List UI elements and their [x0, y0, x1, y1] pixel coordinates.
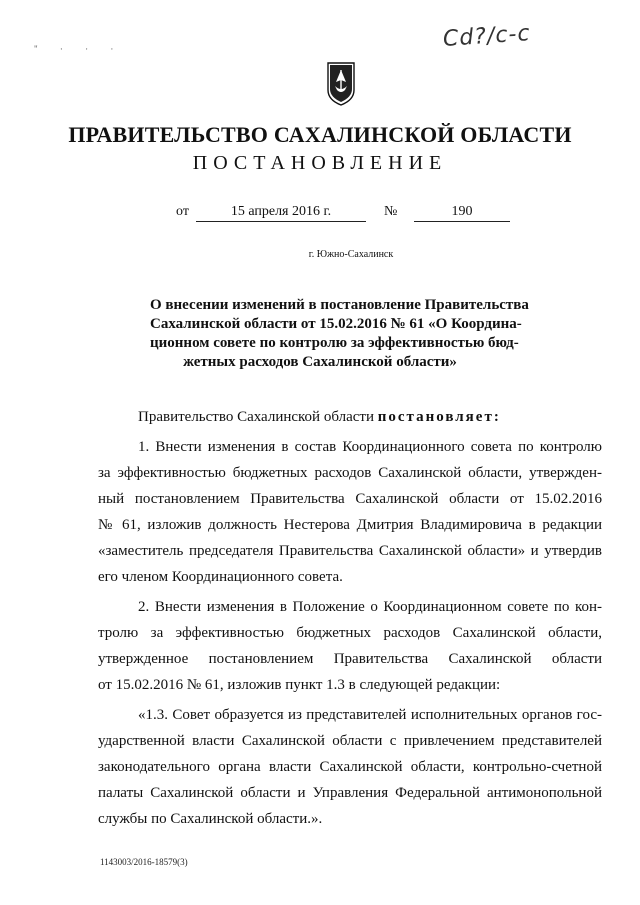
intro-text: Правительство Сахалинской области	[138, 409, 378, 425]
body-line: законодательного органа власти Сахалинской области, контрольно-счетной	[98, 759, 602, 775]
subject-line: жетных расходов Сахалинской области»	[183, 354, 457, 370]
organization-title: ПРАВИТЕЛЬСТВО САХАЛИНСКОЙ ОБЛАСТИ	[68, 122, 572, 147]
body-line: палаты Сахалинской области и Управления Федеральной антимонопольной	[98, 785, 602, 801]
subject-line: Сахалинской области от 15.02.2016 № 61 «О Координа-	[150, 316, 522, 332]
document-type: ПОСТАНОВЛЕНИЕ	[192, 152, 448, 174]
paragraph-3	[98, 702, 602, 832]
body-line: за эффективностью бюджетных расходов Сахалинской области, утвержден-	[98, 465, 602, 481]
body-line: ударственной власти Сахалинской области с привлечением представителей	[98, 733, 602, 749]
intro-paragraph	[98, 404, 602, 430]
body-line: утвержденное постановлением Правительства Сахалинской области	[98, 651, 602, 667]
body-line: «1.3. Совет образуется из представителей исполнительных органов гос-	[138, 707, 602, 723]
body-line: тролю за эффективностью бюджетных расходов Сахалинской области,	[98, 625, 602, 641]
body-line: его членом Координационного совета.	[98, 569, 343, 585]
document-date: 15 апреля 2016 г.	[196, 204, 366, 222]
paragraph-2	[98, 594, 602, 698]
city: г. Южно-Сахалинск	[308, 249, 394, 260]
subject-line: ционном совете по контролю за эффективностью бюд-	[150, 335, 519, 351]
body-line: «заместитель председателя Правительства Сахалинской области» и утвердив	[98, 543, 602, 559]
date-label: от	[176, 204, 189, 219]
body-line: 1. Внести изменения в состав Координационного совета по контролю	[138, 439, 602, 455]
document-number: 190	[414, 204, 510, 222]
subject-line: О внесении изменений в постановление Правительства	[150, 297, 529, 313]
body-line: службы по Сахалинской области.».	[98, 811, 323, 827]
corner-marks: " · · ·	[34, 44, 124, 54]
document-code: 1143003/2016-18579(3)	[100, 857, 188, 867]
coat-of-arms-emblem	[327, 62, 355, 106]
body-line: № 61, изложив должность Нестерова Дмитрия Владимировича в редакции	[98, 517, 602, 533]
number-label: №	[384, 204, 398, 219]
document-body	[98, 404, 602, 832]
paragraph-1	[98, 434, 602, 590]
body-line: ный постановлением Правительства Сахалинской области от 15.02.2016	[98, 491, 602, 507]
body-line: 2. Внести изменения в Положение о Координационном совете по кон-	[138, 599, 602, 615]
document-subject	[150, 296, 529, 372]
body-line: от 15.02.2016 № 61, изложив пункт 1.3 в следующей редакции:	[98, 677, 501, 693]
handwritten-note: Cd?/c-c	[442, 20, 532, 53]
resolves-keyword: постановляет:	[377, 409, 501, 425]
